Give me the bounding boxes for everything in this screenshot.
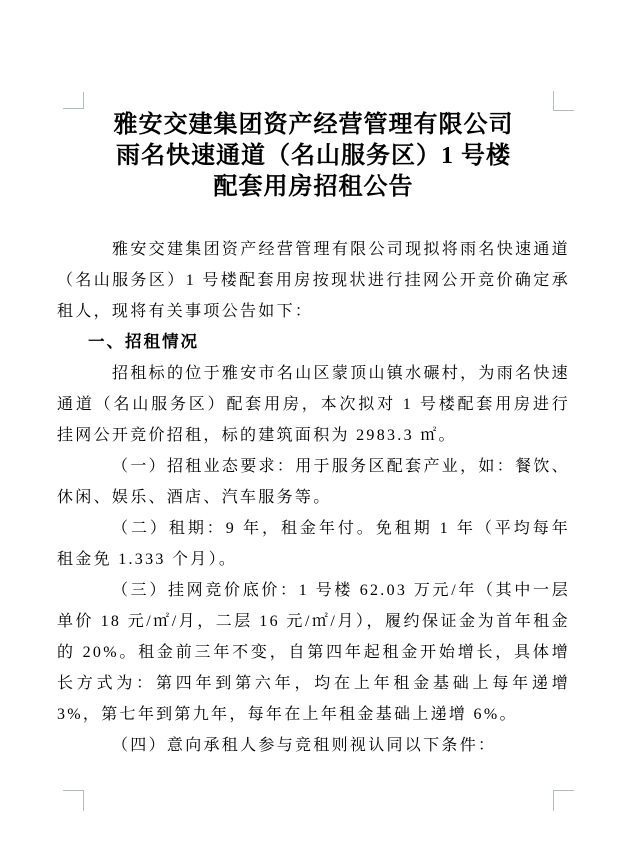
title-line-2: 雨名快速通道（名山服务区）1 号楼 — [116, 143, 511, 169]
paragraph-intro: 雅安交建集团资产经营管理有限公司现拟将雨名快速通道（名山服务区）1 号楼配套用房按现状进行挂网公开竞价确定承租人，现将有关事项公告如下： — [57, 241, 570, 320]
title-line-3: 配套用房招租公告 — [213, 174, 414, 200]
document-content — [57, 0, 570, 761]
paragraph-base-price: （三）挂网竞价底价：1 号楼 62.03 万元/年（其中一层单价 18 元/㎡/月，二层 16 元/㎡/月），履约保证金为首年租金的 20%。租金前三年不变，自第四年起租金开始增长，具体增长方式为：第四年到第六年，均在上年租金基础上每年递增 3%，第七年到第九年，每年在上年租金基础上递增 6%。 — [57, 582, 570, 723]
paragraph-location: 招租标的位于雅安市名山区蒙顶山镇水碾村，为雨名快速通道（名山服务区）配套用房，本次拟对 1 号楼配套用房进行挂网公开竞价招租，标的建筑面积为 2983.3 ㎡。 — [57, 365, 570, 444]
paragraph-business-requirements: （一）招租业态要求：用于服务区配套产业，如：餐饮、休闲、娱乐、酒店、汽车服务等。 — [57, 458, 570, 506]
text-boundary-mark-bottom-right — [553, 790, 574, 811]
text-boundary-mark-bottom-left — [63, 790, 84, 811]
paragraph-bidder-conditions: （四）意向承租人参与竞租则视认同以下条件： — [112, 737, 497, 754]
document-title — [57, 110, 570, 203]
document-body — [57, 234, 570, 761]
section-heading-rental-overview: 一、招租情况 — [88, 333, 199, 351]
title-line-1: 雅安交建集团资产经营管理有限公司 — [113, 112, 514, 138]
paragraph-lease-term: （二）租期：9 年，租金年付。免租期 1 年（平均每年租金免 1.333 个月）。 — [57, 520, 570, 568]
